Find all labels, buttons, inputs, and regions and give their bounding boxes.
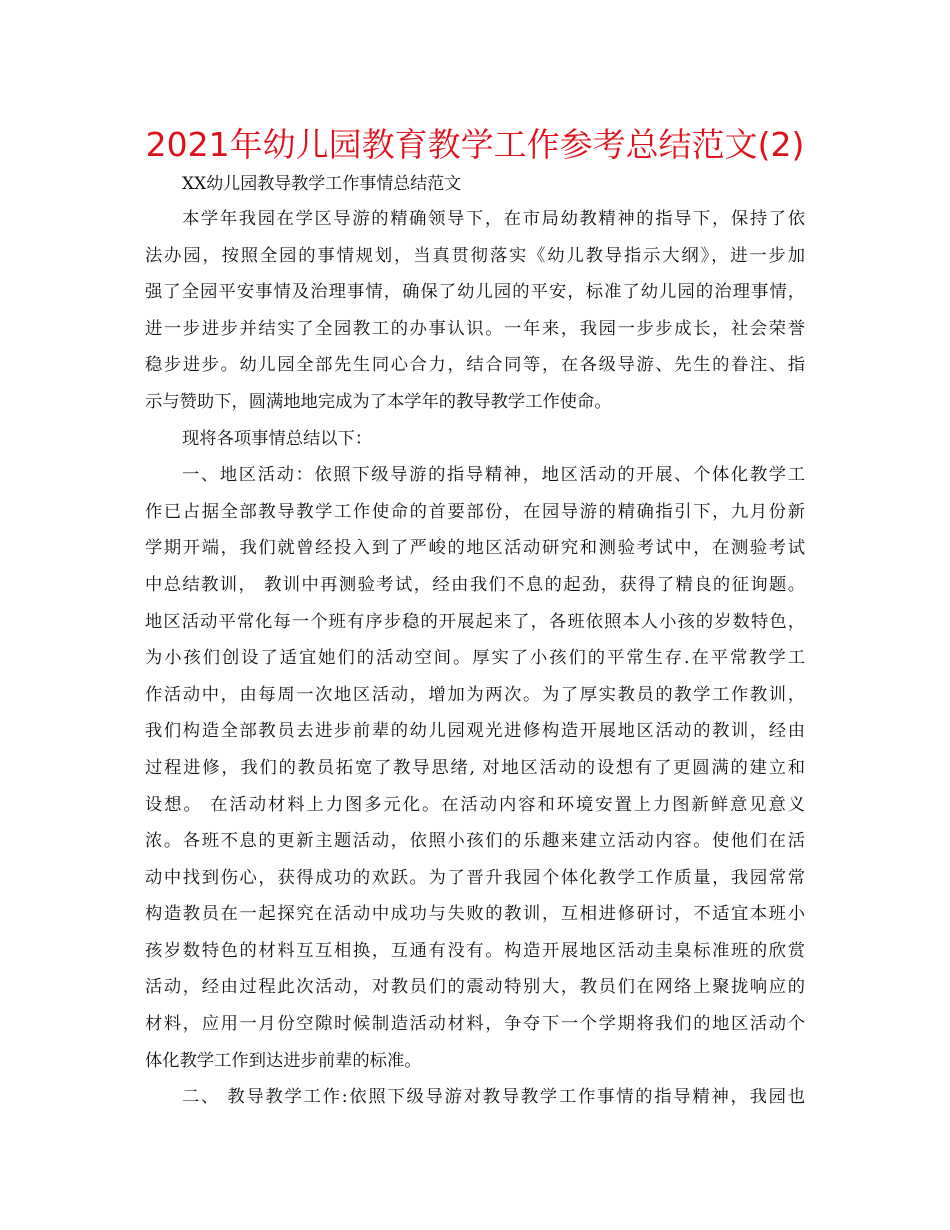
paragraph-line: 地区活动平常化每一个班有序步稳的开展起来了，各班依照本人小孩的岁数特色， bbox=[145, 611, 805, 632]
paragraph-line: 孩岁数特色的材料互互相换，互通有没有。构造开展地区活动圭臬标准班的欣赏 bbox=[145, 940, 805, 961]
paragraph-line: 示与赞助下，圆满地地完成为了本学年的教导教学工作使命。 bbox=[145, 391, 612, 412]
paragraph-line: 活动，经由过程此次活动，对教员们的震动特别大，教员们在网络上聚拢响应的 bbox=[145, 977, 805, 998]
paragraph-line: 我们构造全部教员去进步前辈的幼儿园观光进修构造开展地区活动的教训，经由 bbox=[145, 721, 805, 742]
document-body bbox=[145, 201, 805, 1116]
paragraph-line: 过程进修，我们的教员拓宽了教导思绪, 对地区活动的设想有了更圆满的建立和 bbox=[145, 757, 805, 778]
paragraph-line: 体化教学工作到达进步前辈的标准。 bbox=[145, 1050, 422, 1071]
paragraph-line: 构造教员在一起探究在活动中成功与失败的教训，互相进修研讨，不适宜本班小 bbox=[145, 904, 805, 925]
paragraph-line: 强了全园平安事情及治理事情，确保了幼儿园的平安，标准了幼儿园的治理事情， bbox=[145, 282, 805, 303]
document-title: 2021年幼儿园教育教学工作参考总结范文(2) bbox=[145, 125, 805, 164]
paragraph-line: 材料，应用一月份空隙时候制造活动材料，争夺下一个学期将我们的地区活动个 bbox=[145, 1014, 805, 1035]
paragraph-line: 作活动中，由每周一次地区活动，增加为两次。为了厚实教员的教学工作教训， bbox=[145, 684, 805, 705]
paragraph-line: 作已占据全部教导教学工作使命的首要部份，在园导游的精确指引下，九月份新 bbox=[145, 501, 805, 522]
paragraph-line: 一、地区活动：依照下级导游的指导精神，地区活动的开展、个体化教学工 bbox=[182, 465, 805, 486]
paragraph-line: 动中找到伤心，获得成功的欢跃。为了晋升我园个体化教学工作质量，我园常常 bbox=[145, 867, 805, 888]
paragraph-line: 浓。各班不息的更新主题活动，依照小孩们的乐趣来建立活动内容。使他们在活 bbox=[145, 831, 805, 852]
paragraph-line: 本学年我园在学区导游的精确领导下，在市局幼教精神的指导下，保持了依 bbox=[182, 209, 805, 229]
paragraph-line: 稳步进步。幼儿园全部先生同心合力，结合同等，在各级导游、先生的眷注、指 bbox=[145, 355, 805, 376]
paragraph-line: 中总结教训， 教训中再测验考试，经由我们不息的起劲，获得了精良的征询题。 bbox=[145, 574, 805, 595]
paragraph-line: 二、 教导教学工作:依照下级导游对教导教学工作事情的指导精神，我园也 bbox=[182, 1087, 805, 1108]
paragraph-line: 进一步进步并结实了全园教工的办事认识。一年来，我园一步步成长，社会荣誉 bbox=[145, 318, 805, 339]
paragraph-line: 现将各项事情总结以下： bbox=[182, 428, 373, 449]
paragraph-line: 法办园，按照全园的事情规划，当真贯彻落实《幼儿教导指示大纲》，进一步加 bbox=[145, 245, 805, 266]
paragraph-line: 为小孩们创设了适宜她们的活动空间。厚实了小孩们的平常生存.在平常教学工 bbox=[145, 648, 805, 669]
document-subtitle: XX幼儿园教导教学工作事情总结范文 bbox=[182, 174, 462, 194]
paragraph-line: 设想。 在活动材料上力图多元化。在活动内容和环境安置上力图新鲜意见意义 bbox=[145, 794, 805, 815]
paragraph-line: 学期开端，我们就曾经投入到了严峻的地区活动研究和测验考试中，在测验考试 bbox=[145, 538, 805, 559]
